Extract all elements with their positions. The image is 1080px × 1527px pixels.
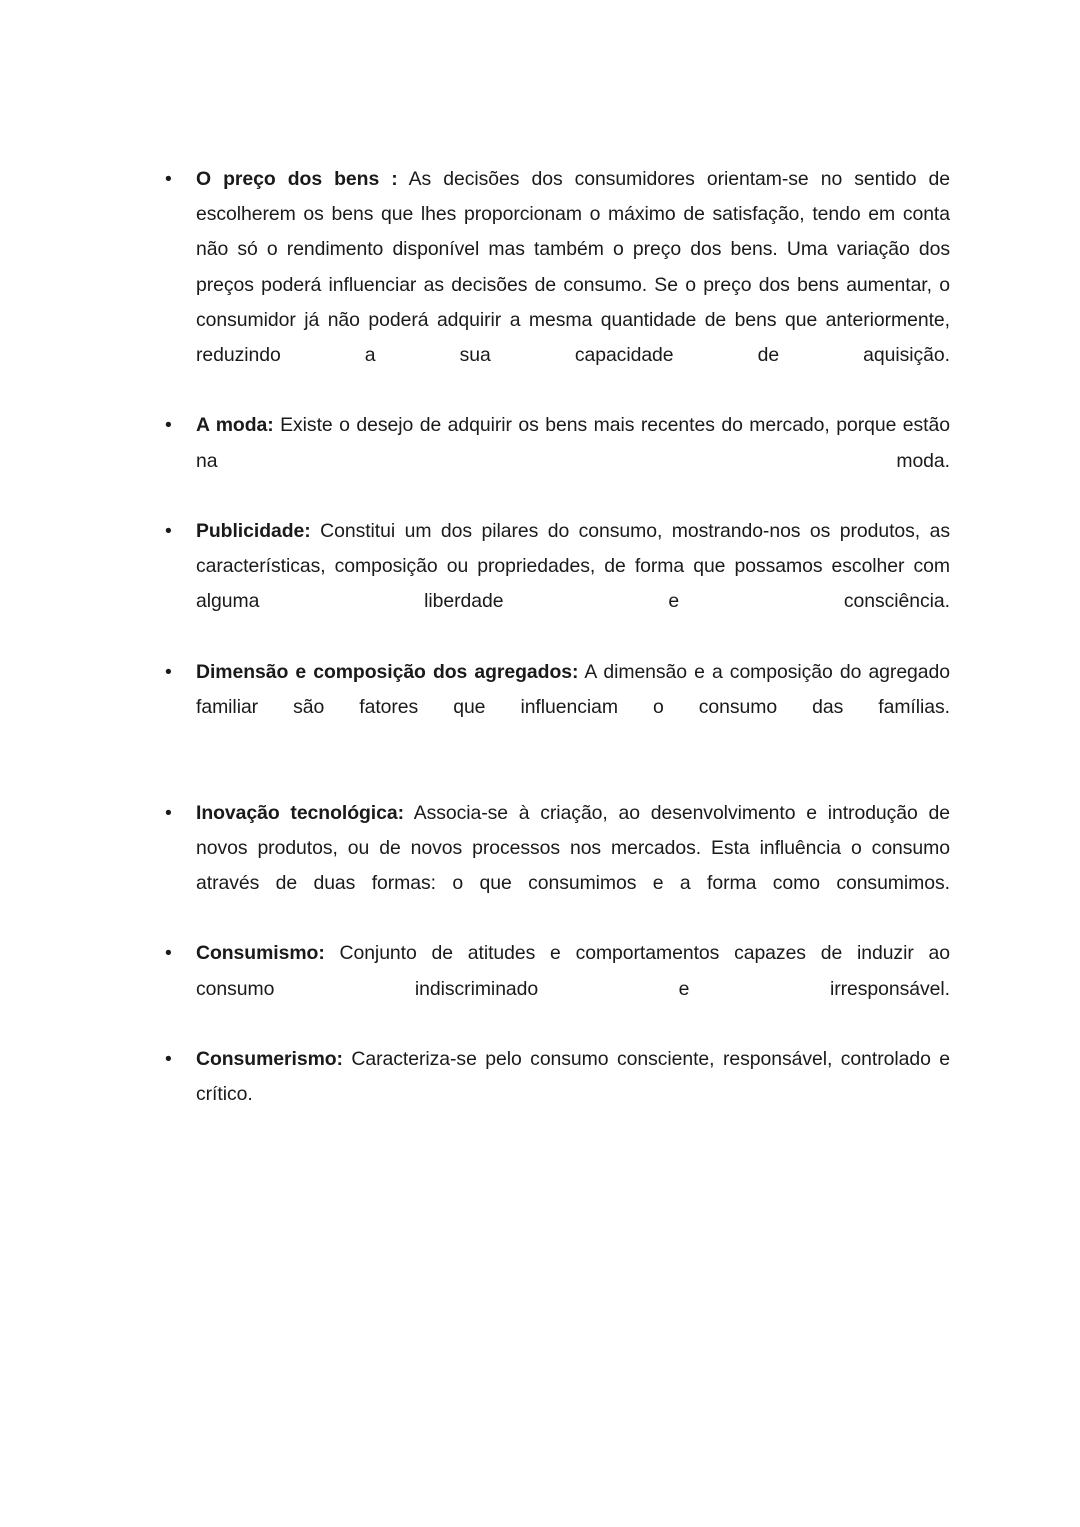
list-item <box>150 514 950 655</box>
list-item <box>150 1042 950 1148</box>
list-item-term: Consumerismo: <box>196 1048 343 1071</box>
bullet-point-icon: • <box>165 801 172 824</box>
list-item-term: A moda: <box>196 414 274 437</box>
list-item-term: Dimensão e composição dos agregados: <box>196 660 579 683</box>
bullet-point-icon: • <box>165 414 172 437</box>
list-item-term: O preço dos bens : <box>196 168 398 190</box>
list-item-term: Publicidade: <box>196 520 311 543</box>
factors-bullet-list <box>150 162 950 1148</box>
bullet-point-icon: • <box>165 942 172 965</box>
list-item <box>150 408 950 514</box>
list-item <box>150 936 950 1042</box>
list-item-description: Associa-se à criação, ao desenvolvimento e introdução de novos produtos, ou de novos processos nos mercados. Esta influência o consumo através de duas formas: o que consumimos e a forma como consumimos. <box>196 801 950 895</box>
list-item <box>150 162 950 408</box>
document-body <box>150 162 950 1148</box>
list-item-term: Consumismo: <box>196 942 325 965</box>
bullet-point-icon: • <box>165 520 172 543</box>
list-item-description: As decisões dos consumidores orientam-se no sentido de escolherem os bens que lhes proporcionam o máximo de satisfação, tendo em conta não só o rendimento disponível mas também o preço dos bens. Uma variação dos preços poderá influenciar as decisões de consumo. Se o preço dos bens aumentar, o consumidor já não poderá adquirir a mesma quantidade de bens que anteriormente, reduzindo a sua capacidade de aquisição. <box>196 168 950 367</box>
list-item-description: Conjunto de atitudes e comportamentos capazes de induzir ao consumo indiscriminado e irresponsável. <box>196 942 950 1000</box>
bullet-point-icon: • <box>165 1048 172 1071</box>
list-item <box>150 796 950 937</box>
list-item-description: A dimensão e a composição do agregado familiar são fatores que influenciam o consumo das famílias. <box>196 660 950 719</box>
bullet-point-icon: • <box>165 168 172 190</box>
list-item-description: Caracteriza-se pelo consumo consciente, responsável, controlado e crítico. <box>196 1048 950 1106</box>
list-item-description: Existe o desejo de adquirir os bens mais recentes do mercado, porque estão na moda. <box>196 414 950 472</box>
list-item <box>150 655 950 761</box>
list-item-description: Constitui um dos pilares do consumo, mostrando-nos os produtos, as características, composição ou propriedades, de forma que possamos escolher com alguma liberdade e consciência. <box>196 520 950 613</box>
bullet-point-icon: • <box>165 660 172 683</box>
list-item-term: Inovação tecnológica: <box>196 801 405 824</box>
